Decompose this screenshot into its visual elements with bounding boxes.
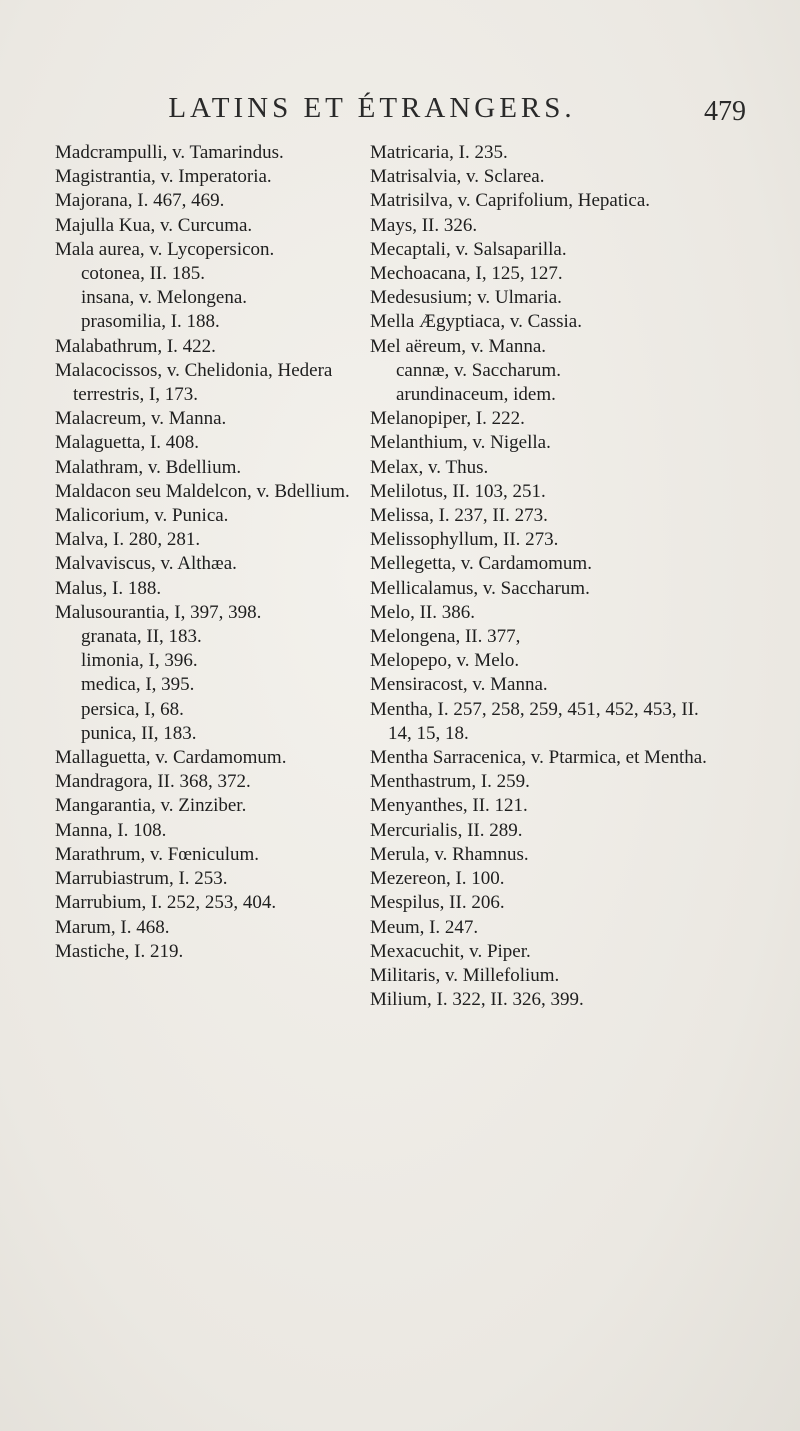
index-entry: Mespilus, II. 206. <box>370 892 505 914</box>
index-entry: Marathrum, v. Fœniculum. <box>55 843 260 865</box>
index-entry: Magistrantia, v. Imperatoria. <box>55 166 272 188</box>
index-entry: Mastiche, I. 219. <box>55 940 184 962</box>
index-entry: Mella Ægyptiaca, v. Cassia. <box>370 311 582 333</box>
index-entry: Mexacuchit, v. Piper. <box>370 940 531 962</box>
index-entry: cannæ, v. Saccharum. <box>396 359 561 381</box>
index-entry: Melax, v. Thus. <box>370 456 489 478</box>
index-entry: Mentha Sarracenica, v. Ptarmica, et Mentha. <box>370 747 707 769</box>
index-entry: Malusourantia, I, 397, 398. <box>55 601 262 623</box>
index-entry: Marrubium, I. 252, 253, 404. <box>55 892 277 914</box>
index-entry: Malacocissos, v. Chelidonia, Hedera terrestris, I, 173. <box>55 359 333 406</box>
index-entry: Medesusium; v. Ulmaria. <box>370 287 562 309</box>
index-entry: Manna, I. 108. <box>55 819 167 841</box>
index-entry: Menyanthes, II. 121. <box>370 795 528 817</box>
index-entry: Marrubiastrum, I. 253. <box>55 868 228 890</box>
index-entry: Mandragora, II. 368, 372. <box>55 771 251 793</box>
index-entry: limonia, I, 396. <box>81 650 198 672</box>
index-entry: Majulla Kua, v. Curcuma. <box>55 214 253 236</box>
page-number: 479 <box>704 96 746 127</box>
index-entry: Malacreum, v. Manna. <box>55 408 227 430</box>
index-entry: Malicorium, v. Punica. <box>55 505 229 527</box>
index-entry: Menthastrum, I. 259. <box>370 771 530 793</box>
index-entry: Militaris, v. Millefolium. <box>370 964 560 986</box>
index-entry: Madcrampulli, v. Tamarindus. <box>55 142 284 163</box>
index-entry: Melissophyllum, II. 273. <box>370 529 559 551</box>
index-entry: Merula, v. Rhamnus. <box>370 843 529 865</box>
index-entry: Melanopiper, I. 222. <box>370 408 525 430</box>
index-entry: Mallaguetta, v. Cardamomum. <box>55 747 287 769</box>
index-entry: persica, I, 68. <box>81 698 184 720</box>
index-entry: insana, v. Melongena. <box>81 287 248 309</box>
index-entry: Mezereon, I. 100. <box>370 868 505 890</box>
index-entry: Melissa, I. 237, II. 273. <box>370 505 548 527</box>
index-entry: Matrisilva, v. Caprifolium, Hepatica. <box>370 190 650 212</box>
index-entry: Meum, I. 247. <box>370 916 479 938</box>
index-entry: arundinaceum, idem. <box>396 384 556 406</box>
index-entry: Mala aurea, v. Lycopersicon. <box>55 238 275 260</box>
index-entry: Mentha, I. 257, 258, 259, 451, 452, 453, II. 14, 15, 18. <box>370 698 699 744</box>
index-entry: Mangarantia, v. Zinziber. <box>55 795 247 817</box>
index-entry: Mercurialis, II. 289. <box>370 819 523 841</box>
index-entry: Malvaviscus, v. Althæa. <box>55 553 237 575</box>
index-column-left <box>55 141 367 964</box>
index-entry: Melo, II. 386. <box>370 601 476 623</box>
index-entry: Melopepo, v. Melo. <box>370 650 520 672</box>
index-entry: Mays, II. 326. <box>370 214 478 236</box>
index-entry: Malaguetta, I. 408. <box>55 432 200 454</box>
index-entry: Matrisalvia, v. Sclarea. <box>370 166 545 188</box>
index-entry: Melongena, II. 377, <box>370 626 521 648</box>
index-entry: Mel aëreum, v. Manna. <box>370 335 547 357</box>
index-entry: Mechoacana, I, 125, 127. <box>370 263 563 285</box>
index-entry: Maldacon seu Maldelcon, v. Bdellium. <box>55 480 350 502</box>
running-header: LATINS ET ÉTRANGERS. <box>168 92 576 124</box>
index-entry: Melanthium, v. Nigella. <box>370 432 551 454</box>
index-entry: Marum, I. 468. <box>55 916 170 938</box>
index-entry: Matricaria, I. 235. <box>370 142 508 163</box>
index-entry: granata, II, 183. <box>81 626 202 648</box>
index-entry: Melilotus, II. 103, 251. <box>370 480 546 502</box>
index-entry: Malathram, v. Bdellium. <box>55 456 242 478</box>
index-entry: medica, I, 395. <box>81 674 195 696</box>
index-entry: punica, II, 183. <box>81 722 197 744</box>
index-entry: prasomilia, I. 188. <box>81 311 220 333</box>
index-column-right <box>370 141 708 1012</box>
index-entry: Mecaptali, v. Salsaparilla. <box>370 238 567 260</box>
index-entry: Malva, I. 280, 281. <box>55 529 201 551</box>
index-entry: Mensiracost, v. Manna. <box>370 674 548 696</box>
index-entry: Malus, I. 188. <box>55 577 162 599</box>
index-entry: Mellicalamus, v. Saccharum. <box>370 577 590 599</box>
index-entry: Malabathrum, I. 422. <box>55 335 216 357</box>
index-entry: cotonea, II. 185. <box>81 263 205 285</box>
index-entry: Mellegetta, v. Cardamomum. <box>370 553 592 575</box>
index-entry: Milium, I. 322, II. 326, 399. <box>370 989 584 1011</box>
index-entry: Majorana, I. 467, 469. <box>55 190 225 212</box>
